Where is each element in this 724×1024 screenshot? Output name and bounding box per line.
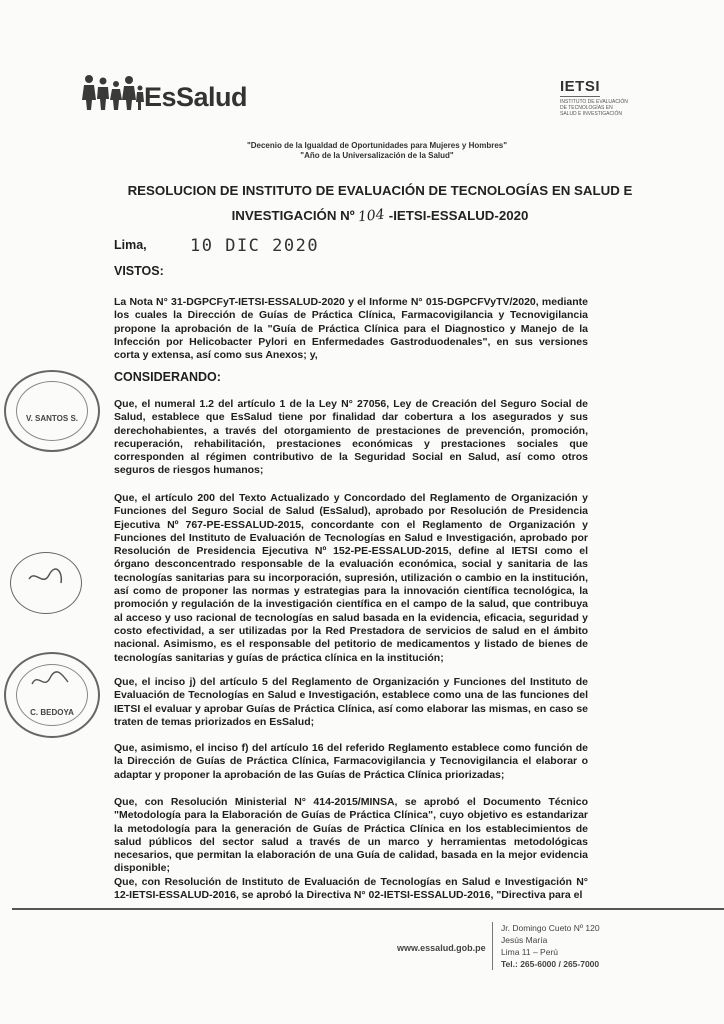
footer-address-line-2: Jesús María — [501, 935, 548, 945]
initials-stamp — [10, 552, 82, 614]
title-line-1: RESOLUCION DE INSTITUTO DE EVALUACIÓN DE TECNOLOGÍAS EN SALUD E — [127, 183, 633, 198]
handwritten-resolution-number: 104 — [357, 206, 386, 226]
paragraph-considerando-2: Que, el artículo 200 del Texto Actualizado y Concordado del Reglamento de Organización y Funciones del Seguro Social de Salud (EsSalud), aprobado por Resolución de Presidencia Ejecutiva Nº 767-PE-ESSALUD-2015, concordante con el Reglamento de Organización y Funciones del Instituto de Evaluación de Tecnologías en Salud e Investigación, aprobado por Resolución de Presidencia Ejecutiva Nº 152-PE-ESSALUD-2015, define al IETSI como el órgano desconcentrado responsable de la evaluación económica, social y sanitaria de las tecnologías sanitarias para su incorporación, supresión, utilización o cambio en la institución, así como de proponer las normas y estrategias para la innovación científica tecnológica, la promoción y regulación de la investigación científica en el campo de la salud, que contribuya al acceso y uso racional de tecnologías en salud basada en la evidencia, eficacia, seguridad y costo efectividad, a ser utilizadas por la Red Prestadora de servicios de salud en el ámbito nacional. Asimismo, es el responsable del petitorio de medicamentos y listado de bienes de tecnologías sanitarias y guías de práctica clínica en la institución; — [114, 492, 588, 664]
footer-address-line-1: Jr. Domingo Cueto Nº 120 — [501, 923, 600, 933]
title-line-2 — [110, 203, 650, 229]
handwritten-initials-icon — [11, 553, 81, 613]
footer-divider — [12, 908, 724, 910]
paragraph-considerando-1: Que, el numeral 1.2 del artículo 1 de la Ley N° 27056, Ley de Creación del Seguro Social de Salud, establece que EsSalud tiene por finalidad dar cobertura a los asegurados y sus derechohabientes, a través del otorgamiento de prestaciones de prevención, promoción, recuperación, rehabilitación, prestaciones económicas y prestaciones sociales que corresponden al régimen contributivo de la Seguridad Social en Salud, así como otros seguros de riesgos humanos; — [114, 398, 588, 477]
paragraph-considerando-4: Que, asimismo, el inciso f) del artículo 16 del referido Reglamento establece como función de la Dirección de Guías de Práctica Clínica, Farmacovigilancia y Tecnovigilancia el elaborar o adaptar y proponer la aprobación de las Guías de Práctica Clínica priorizadas; — [114, 742, 588, 781]
signature-icon — [30, 668, 70, 692]
footer-address-line-3: Lima 11 – Perú — [501, 947, 559, 957]
ietsi-logo-name: IETSI — [560, 78, 601, 95]
paragraph-considerando-3: Que, el inciso j) del artículo 5 del Reglamento de Organización y Funciones del Instituto de Evaluación de Tecnologías en Salud e Investigación, establece como una de las funciones del IETSI el evaluar y aprobar Guías de Práctica Clínica, así como elaborar las mismas, en caso se traten de temas priorizados en EsSalud; — [114, 676, 588, 728]
footer-address — [492, 922, 621, 970]
seal-1-name: V. SANTOS S. — [25, 414, 79, 423]
title-line-2-prefix: INVESTIGACIÓN Nº — [231, 208, 355, 223]
essalud-logo — [82, 72, 272, 118]
decenio-header — [0, 141, 724, 161]
ietsi-logo — [560, 78, 630, 126]
official-seal-2 — [4, 652, 100, 738]
document-title — [110, 178, 650, 229]
footer-website: www.essalud.gob.pe — [397, 943, 486, 953]
paragraph-considerando-6: Que, con Resolución de Instituto de Evaluación de Tecnologías en Salud e Investigación N° 12-IETSI-ESSALUD-2016, se aprobó la Directiva N° 02-IETSI-ESSALUD-2016, "Directiva para el — [114, 876, 588, 902]
decenio-line-2: "Año de la Universalización de la Salud" — [300, 151, 454, 160]
lima-label: Lima, — [114, 238, 147, 252]
vistos-heading: VISTOS: — [114, 264, 164, 278]
official-seal-1 — [4, 370, 100, 452]
decenio-line-1: "Decenio de la Igualdad de Oportunidades para Mujeres y Hombres" — [246, 141, 508, 150]
title-line-2-suffix: -IETSI-ESSALUD-2020 — [388, 208, 529, 223]
seal-1-inner-ring — [16, 381, 88, 441]
essalud-logo-text: EsSalud — [144, 82, 248, 112]
seal-2-name: C. BEDOYA — [30, 708, 74, 717]
family-figures-icon — [82, 72, 144, 112]
paragraph-vistos: La Nota N° 31-DGPCFyT-IETSI-ESSALUD-2020 y el Informe N° 015-DGPCFVyTV/2020, mediante los cuales la Dirección de Guías de Práctica Clínica, Farmacovigilancia y Tecnovigilancia propone la aprobación de la "Guía de Práctica Clínica para el Diagnostico y Manejo de la Infección por Helicobacter Pylori en Enfermedades Gastroduodenales", en sus versiones corta y extensa, así como sus Anexos; y, — [114, 296, 588, 362]
ietsi-logo-subtitle: INSTITUTO DE EVALUACIÓN DE TECNOLOGÍAS EN SALUD E INVESTIGACIÓN — [560, 99, 628, 117]
footer-phone: Tel.: 265-6000 / 265-7000 — [501, 959, 600, 969]
considerando-heading: CONSIDERANDO: — [114, 370, 221, 384]
paragraph-considerando-5: Que, con Resolución Ministerial N° 414-2015/MINSA, se aprobó el Documento Técnico "Metodología para la Elaboración de Guías de Práctica Clínica", cuyo objetivo es estandarizar la metodología para la generación de Guías de Práctica Clínica en los establecimientos de salud públicos del sector salud a través de un marco y herramientas metodológicas necesarios, que permitan la elaboración de una Guía de calidad, basada en la mejor evidencia disponible; — [114, 796, 588, 875]
stamped-date: 10 DIC 2020 — [190, 236, 320, 256]
